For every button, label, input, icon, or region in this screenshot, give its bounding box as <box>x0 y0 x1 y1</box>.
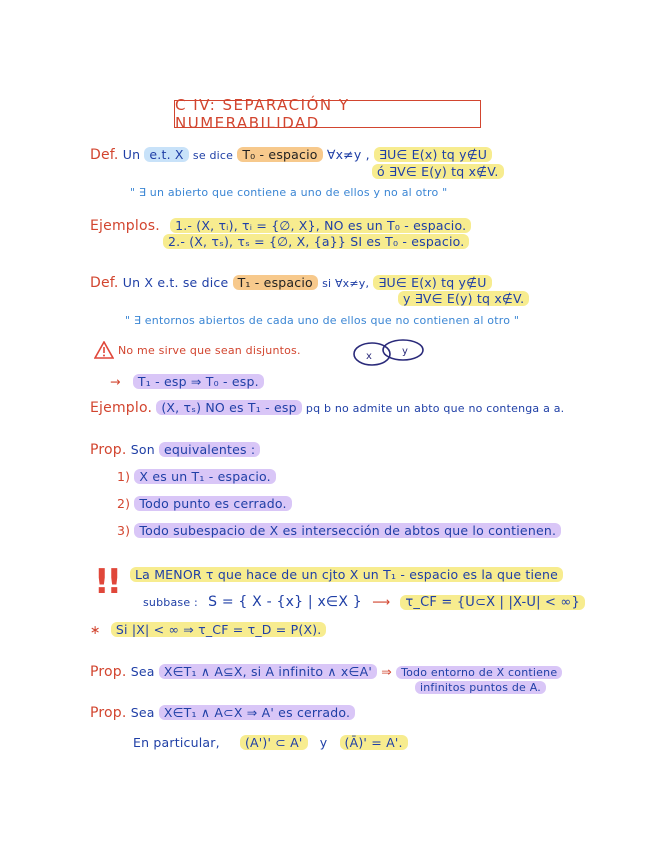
prop1-label: Prop. <box>90 442 127 458</box>
prop1-line <box>90 442 260 458</box>
tcf-formula: τ_CF = {U⊂X | |X-U| < ∞} <box>400 595 585 610</box>
prop3-highlight: X∈T₁ ∧ A⊂X ⇒ A' es cerrado. <box>159 705 355 720</box>
menor-line1: La MENOR τ que hace de un cjto X un T₁ - espacio es la que tiene <box>130 567 563 582</box>
prop1-item-3: 3) Todo subespacio de X es intersección de abtos que lo contienen. <box>117 523 561 538</box>
ejemplo-1: 1.- (X, τᵢ), τᵢ = {∅, X}, NO es un T₀ - espacio. <box>170 218 471 233</box>
def-t0-name: T₀ - espacio <box>237 147 322 162</box>
implication-line <box>110 374 264 389</box>
prop3-formula-2: (Ā)' = A'. <box>340 735 408 750</box>
def-t0-line2 <box>372 164 504 179</box>
prop2-line1 <box>90 664 562 680</box>
sketch-x-label: x <box>366 351 372 362</box>
prop2-result-1: Todo entorno de X contiene <box>396 666 562 679</box>
prop3-and: y <box>319 735 328 750</box>
prop2-line2 <box>415 681 546 694</box>
def-t1-line2 <box>398 291 529 306</box>
def-t0-et: e.t. X <box>144 147 188 162</box>
prop3-text: Sea <box>130 705 155 720</box>
menor-line2 <box>143 594 585 610</box>
prop3-label: Prop. <box>90 705 127 721</box>
prop3-line2 <box>133 735 408 750</box>
implication-arrow: → <box>110 374 121 389</box>
warning-text: No me sirve que sean disjuntos. <box>118 344 301 357</box>
prop1-item-2: 2) Todo punto es cerrado. <box>117 496 292 511</box>
prop2-label: Prop. <box>90 664 127 680</box>
def-t0-cond1: ∀x≠y , <box>326 147 370 162</box>
implication-text: T₁ - esp ⇒ T₀ - esp. <box>133 374 264 389</box>
def-t0-quote: " ∃ un abierto que contiene a uno de ellos y no al otro " <box>130 186 448 199</box>
prop3-line1 <box>90 705 355 721</box>
def-t0-cond3: ó ∃V∈ E(y) tq x∉V. <box>372 164 504 179</box>
prop1-text: Son <box>130 442 155 457</box>
ejemplos-line2 <box>163 234 469 249</box>
ejemplos-line1 <box>90 218 471 234</box>
prop3-particular: En particular, <box>133 735 220 750</box>
subbase-formula: S = { X - {x} | x∈X } <box>208 594 362 610</box>
def-t0-cond2: ∃U∈ E(x) tq y∉U <box>374 147 492 162</box>
sketch-y-label: y <box>402 346 408 357</box>
subbase-label: subbase : <box>143 596 198 609</box>
ejemplo2-label: Ejemplo. <box>90 400 153 416</box>
ejemplo2-line <box>90 400 564 416</box>
def-t1-line1 <box>90 275 492 291</box>
exclamation-marks: !! <box>94 562 120 602</box>
ejemplo2-rest: pq b no admite un abto que no contenga a a. <box>305 402 565 415</box>
def-t0-line1 <box>90 147 492 163</box>
ejemplo2-highlight: (X, τₛ) NO es T₁ - esp <box>156 400 301 415</box>
subbase-arrow: ⟶ <box>372 594 391 609</box>
disjoint-sets-sketch <box>348 338 430 368</box>
ejemplos-label: Ejemplos. <box>90 218 160 234</box>
prop2-text: Sea <box>130 664 155 679</box>
def-t1-name: T₁ - espacio <box>233 275 318 290</box>
warning-icon <box>94 341 114 359</box>
ejemplo-2: 2.- (X, τₛ), τₛ = {∅, X, {a}} SI es T₀ - espacio. <box>163 234 469 249</box>
prop1-highlight: equivalentes : <box>159 442 260 457</box>
def-t1-cond2: ∃U∈ E(x) tq y∉U <box>373 275 491 290</box>
def-t1-cond3: y ∃V∈ E(y) tq x∉V. <box>398 291 529 306</box>
prop1-item-1: 1) X es un T₁ - espacio. <box>117 469 276 484</box>
prop3-formula-1: (A')' ⊂ A' <box>240 735 308 750</box>
prop2-result-2: infinitos puntos de A. <box>415 681 546 694</box>
page-title: C IV: SEPARACIÓN Y NUMERABILIDAD <box>174 100 481 128</box>
def-t1-cond1: si ∀x≠y, <box>322 277 370 290</box>
prop2-highlight: X∈T₁ ∧ A⊆X, si A infinito ∧ x∈A' <box>159 664 377 679</box>
def-t0-text2: se dice <box>192 149 234 162</box>
star-icon: ∗ <box>90 622 101 637</box>
finite-text: Si |X| < ∞ ⇒ τ_CF = τ_D = P(X). <box>111 622 327 637</box>
def-t1-text1: Un X e.t. se dice <box>122 275 229 290</box>
def-t1-quote: " ∃ entornos abiertos de cada uno de ellos que no contienen al otro " <box>125 314 520 327</box>
def-t0-text1: Un <box>122 147 141 162</box>
prop2-arrow: ⇒ <box>381 664 392 679</box>
def-t0-label: Def. <box>90 147 119 163</box>
finite-line <box>90 622 326 637</box>
def-t1-label: Def. <box>90 275 119 291</box>
